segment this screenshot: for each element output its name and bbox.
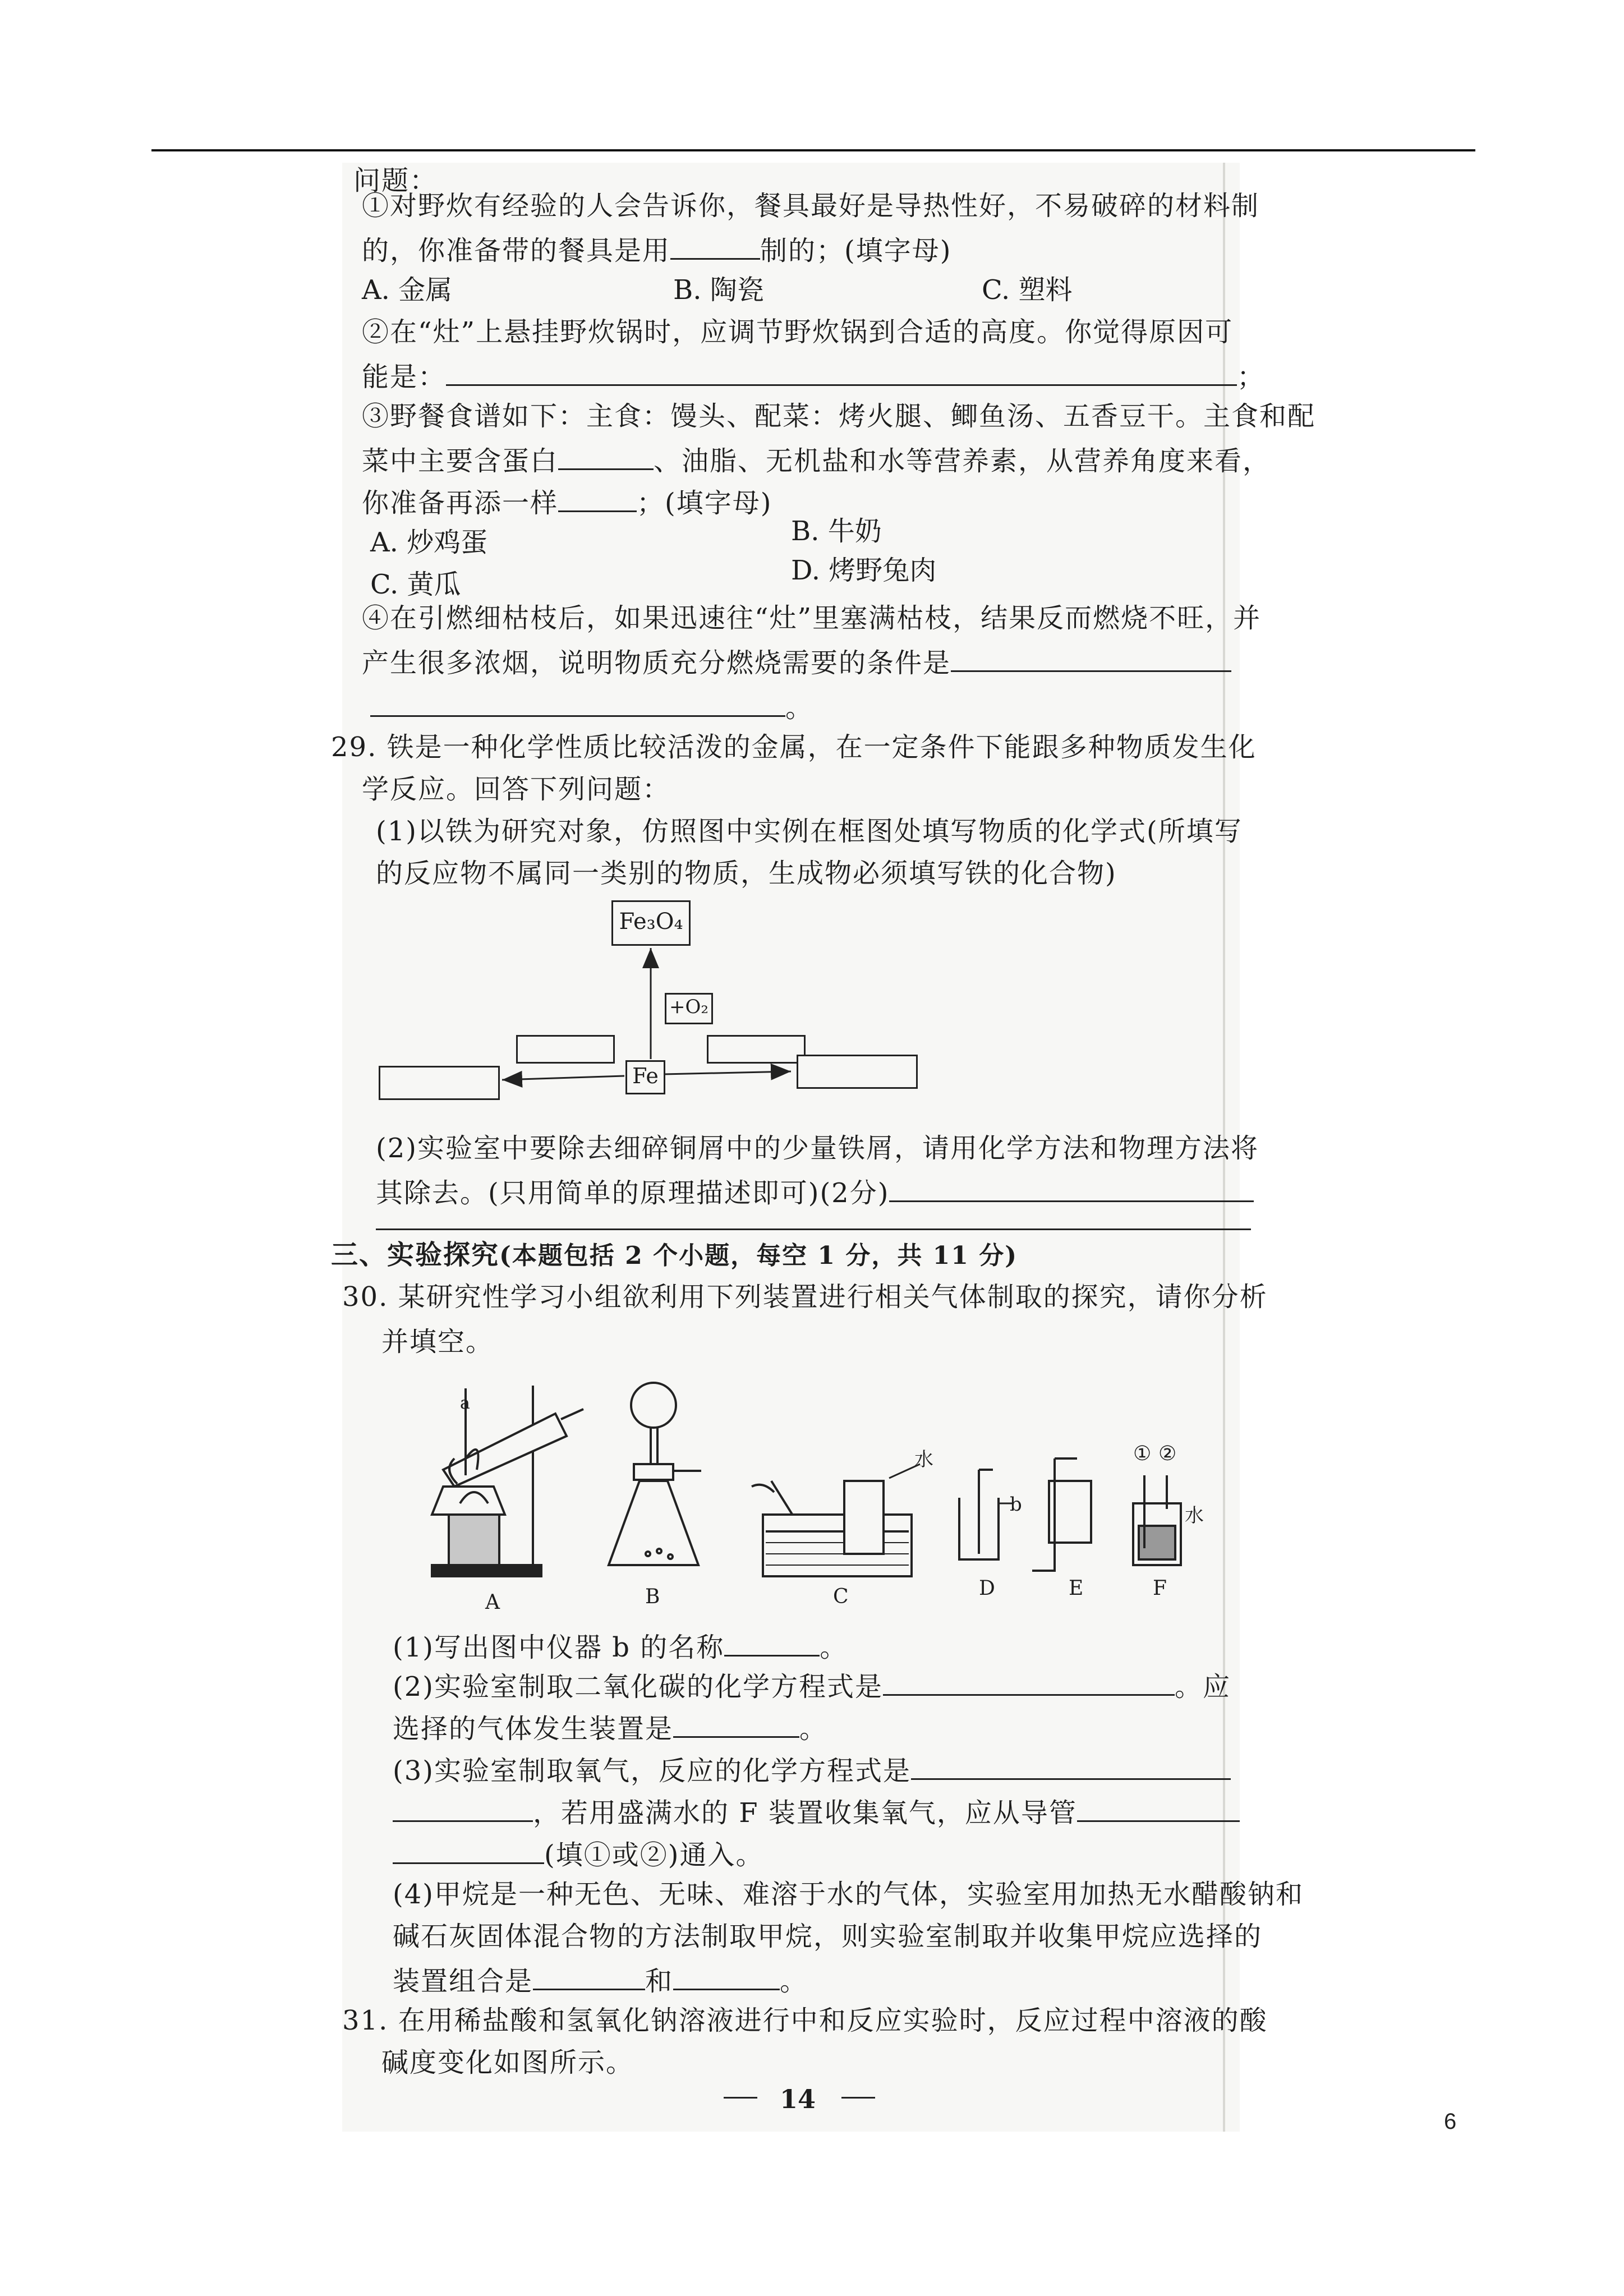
option-d: D. 烤野兔肉 — [791, 555, 937, 586]
option-a: A. 炒鸡蛋 — [370, 527, 488, 558]
q30-blank-8[interactable] — [533, 1961, 645, 1990]
corner-page-number: 6 — [1444, 2109, 1457, 2134]
q29-p1-line2: 的反应物不属同一类别的物质，生成物必须填写铁的化合物) — [376, 858, 1117, 889]
label-port-1: ① — [1133, 1442, 1153, 1465]
label-apparatus-c: C — [833, 1585, 850, 1608]
q28-p2-line2: 能是： ； — [362, 356, 1265, 395]
option-c: C. 塑料 — [982, 274, 1073, 306]
q30-s4-line3: 装置组合是 和 。 — [393, 1961, 808, 1999]
cut-header: 问题： — [353, 165, 438, 196]
q30-s1: (1)写出图中仪器 b 的名称 。 — [393, 1627, 848, 1665]
label-b-small: b — [1010, 1493, 1023, 1516]
page-number: 14 — [780, 2084, 816, 2114]
reagent-top: +O₂ — [669, 996, 709, 1018]
label-apparatus-d: D — [979, 1577, 996, 1600]
q28-p1-line1: ①对野炊有经验的人会告诉你，餐具最好是导热性好，不易破碎的材料制 — [362, 190, 1260, 222]
q30-s4-line2: 碱石灰固体混合物的方法制取甲烷，则实验室制取并收集甲烷应选择的 — [393, 1921, 1263, 1952]
label-apparatus-e: E — [1069, 1577, 1085, 1600]
q28-p3-line2: 菜中主要含蛋白 、油脂、无机盐和水等营养素，从营养角度来看， — [362, 440, 1271, 479]
center-formula: Fe — [632, 1064, 659, 1088]
q30-blank-7[interactable] — [393, 1834, 544, 1864]
q28-p4-line3: 。 — [370, 687, 813, 726]
apparatus-e — [1032, 1458, 1091, 1571]
q29-line1: 29. 铁是一种化学性质比较活泼的金属，在一定条件下能跟多种物质发生化 — [331, 731, 1257, 763]
q30-s2-line2: 选择的气体发生装置是 。 — [393, 1708, 827, 1747]
q30-blank-2[interactable] — [883, 1666, 1175, 1696]
q30-blank-4[interactable] — [911, 1750, 1231, 1780]
q31-line2: 碱度变化如图所示。 — [381, 2047, 634, 2078]
q28-p4-line2: 产生很多浓烟，说明物质充分燃烧需要的条件是 — [362, 642, 1231, 681]
apparatus-d — [959, 1470, 1013, 1559]
option-a: A. 金属 — [362, 274, 453, 306]
q30-line1: 30. 某研究性学习小组欲利用下列装置进行相关气体制取的探究，请你分析 — [342, 1281, 1268, 1313]
q29-p2-line2: 其除去。(只用简单的原理描述即可)(2分) — [376, 1172, 1254, 1211]
q30-blank-9[interactable] — [673, 1961, 780, 1990]
q30-blank-6[interactable] — [1077, 1792, 1240, 1822]
apparatus-b — [609, 1383, 701, 1565]
q30-blank-1[interactable] — [724, 1627, 820, 1657]
label-apparatus-b: B — [645, 1585, 661, 1608]
option-b: B. 牛奶 — [791, 516, 882, 547]
label-a-small: a — [460, 1393, 471, 1413]
label-apparatus-a: A — [485, 1591, 501, 1614]
page-number-dash-left — [724, 2097, 757, 2099]
q29-p2-line1: (2)实验室中要除去细碎铜屑中的少量铁屑，请用化学方法和物理方法将 — [376, 1133, 1259, 1164]
q28-p2-line1: ②在“灶”上悬挂野炊锅时，应调节野炊锅到合适的高度。你觉得原因可 — [362, 316, 1234, 348]
q30-s3-line2: ，若用盛满水的 F 装置收集氧气，应从导管 — [393, 1792, 1240, 1831]
q30-s3-line1: (3)实验室制取氧气，反应的化学方程式是 — [393, 1750, 1231, 1789]
option-c: C. 黄瓜 — [370, 569, 461, 600]
q28-p4-line1: ④在引燃细枯枝后，如果迅速往“灶”里塞满枯枝，结果反而燃烧不旺，并 — [362, 602, 1262, 634]
label-water-f: 水 — [1185, 1504, 1205, 1527]
label-port-2: ② — [1158, 1442, 1178, 1465]
q30-s4-line1: (4)甲烷是一种无色、无味、难溶于水的气体，实验室用加热无水醋酸钠和 — [393, 1879, 1304, 1910]
label-apparatus-f: F — [1153, 1577, 1168, 1600]
q28-p3-line3: 你准备再添一样 ；(填字母) — [362, 482, 772, 521]
option-b: B. 陶瓷 — [673, 274, 764, 306]
q28-p3-line1: ③野餐食谱如下：主食：馒头、配菜：烤火腿、鲫鱼汤、五香豆干。主食和配 — [362, 401, 1316, 432]
q30-line2: 并填空。 — [381, 1326, 494, 1358]
q29-p1-line1: (1)以铁为研究对象，仿照图中实例在框图处填写物质的化学式(所填写 — [376, 816, 1243, 847]
page-number-dash-right — [841, 2097, 875, 2099]
apparatus-a — [432, 1386, 583, 1576]
apparatus-c — [752, 1464, 920, 1576]
q30-blank-3[interactable] — [673, 1708, 799, 1738]
q29-line2: 学反应。回答下列问题： — [362, 774, 671, 805]
q30-s3-line3: (填①或②)通入。 — [393, 1834, 763, 1873]
q31-line1: 31. 在用稀盐酸和氢氧化钠溶液进行中和反应实验时，反应过程中溶液的酸 — [342, 2005, 1268, 2036]
q28-p1-line2: 的，你准备带的餐具是用 制的；(填字母) — [362, 230, 951, 269]
q30-blank-5[interactable] — [393, 1792, 533, 1822]
product-formula-top: Fe₃O₄ — [619, 909, 683, 935]
apparatus-f — [1133, 1475, 1181, 1565]
q30-s2-line1: (2)实验室制取二氧化碳的化学方程式是 。应 — [393, 1666, 1231, 1705]
label-water-c: 水 — [914, 1448, 935, 1471]
section-3-heading: 三、实验探究(本题包括 2 个小题，每空 1 分，共 11 分) — [331, 1239, 1018, 1271]
